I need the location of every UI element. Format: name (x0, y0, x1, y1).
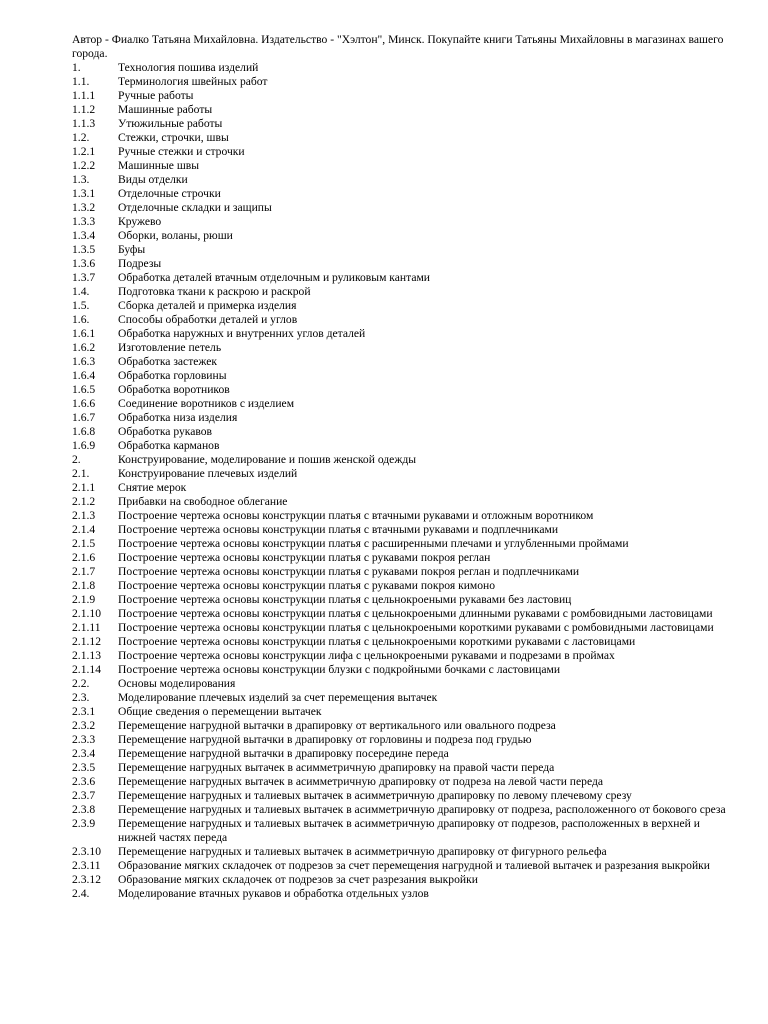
toc-entry (72, 481, 732, 495)
toc-entry-title: Моделирование плечевых изделий за счет перемещения вытачек (118, 691, 438, 704)
toc-entry-number: 2.1.6 (72, 551, 96, 564)
toc-entry-number: 2.1.12 (72, 635, 101, 648)
toc-entry-title: Утюжильные работы (118, 117, 223, 130)
toc-entry-title: Моделирование втачных рукавов и обработка отдельных узлов (118, 887, 429, 900)
toc-entry-title: Подготовка ткани к раскрою и раскрой (118, 285, 311, 298)
toc-entry (72, 775, 732, 789)
toc-entry (72, 467, 732, 481)
toc-entry-number: 2.3.4 (72, 747, 96, 760)
toc-entry-title: Терминология швейных работ (118, 75, 268, 88)
toc-entry-title: Способы обработки деталей и углов (118, 313, 298, 326)
toc-entry (72, 215, 732, 229)
toc-entry (72, 89, 732, 103)
toc-entry-title: Стежки, строчки, швы (118, 131, 229, 144)
toc-entry-title: Перемещение нагрудной вытачки в драпировку посередине переда (118, 747, 449, 760)
toc-entry (72, 103, 732, 117)
toc-entry (72, 453, 732, 467)
toc-entry-title: Прибавки на свободное облегание (118, 495, 288, 508)
toc-entry-title: Обработка горловины (118, 369, 227, 382)
toc-entry-title: Виды отделки (118, 173, 188, 186)
toc-entry-number: 1.1.3 (72, 117, 96, 130)
toc-entry-number: 2.3.12 (72, 873, 101, 886)
toc-entry (72, 593, 732, 607)
toc-entry-title: Перемещение нагрудных вытачек в асимметричную драпировку от подреза на левой части переда (118, 775, 603, 788)
toc-entry (72, 789, 732, 803)
toc-entry-number: 1.6.3 (72, 355, 96, 368)
toc-entry-number: 2.3.10 (72, 845, 101, 858)
toc-entry (72, 117, 732, 131)
toc-entry (72, 411, 732, 425)
toc-entry-title: Построение чертежа основы конструкции платья с цельнокроеными рукавами без ластовиц (118, 593, 572, 606)
toc-entry-number: 1.3.7 (72, 271, 96, 284)
toc-entry-number: 2.3. (72, 691, 90, 704)
toc-entry-number: 2.3.5 (72, 761, 96, 774)
table-of-contents (72, 61, 732, 901)
toc-entry-title: Перемещение нагрудных и талиевых вытачек в асимметричную драпировку по левому плечевому срезу (118, 789, 632, 802)
toc-entry-title: Перемещение нагрудной вытачки в драпировку от горловины и подреза под грудью (118, 733, 532, 746)
toc-entry (72, 425, 732, 439)
toc-entry-title: Общие сведения о перемещении вытачек (118, 705, 322, 718)
toc-entry-title: Снятие мерок (118, 481, 187, 494)
toc-entry-number: 1.3.6 (72, 257, 96, 270)
toc-entry-title: Отделочные строчки (118, 187, 221, 200)
toc-entry-number: 2.3.3 (72, 733, 96, 746)
toc-entry-number: 2.3.8 (72, 803, 96, 816)
toc-entry-number: 1.3.2 (72, 201, 96, 214)
toc-entry (72, 817, 732, 845)
toc-entry-number: 1.2.2 (72, 159, 96, 172)
toc-entry-title: Ручные стежки и строчки (118, 145, 245, 158)
toc-entry (72, 705, 732, 719)
toc-entry-title: Обработка наружных и внутренних углов деталей (118, 327, 366, 340)
toc-entry-number: 1.3. (72, 173, 90, 186)
toc-entry (72, 243, 732, 257)
toc-entry-number: 2.1.7 (72, 565, 96, 578)
toc-entry-number: 2.1.1 (72, 481, 96, 494)
toc-entry-number: 1.6.1 (72, 327, 96, 340)
toc-entry-number: 1.1. (72, 75, 90, 88)
toc-entry-title: Изготовление петель (118, 341, 222, 354)
toc-entry-title: Построение чертежа основы конструкции платья с цельнокроеными короткими рукавами с ластовицами (118, 635, 636, 648)
toc-entry (72, 579, 732, 593)
toc-entry-title: Конструирование плечевых изделий (118, 467, 298, 480)
toc-entry-number: 2.3.7 (72, 789, 96, 802)
toc-entry (72, 691, 732, 705)
toc-entry (72, 61, 732, 75)
toc-entry-number: 1.6.6 (72, 397, 96, 410)
toc-entry-number: 2.4. (72, 887, 90, 900)
toc-entry (72, 313, 732, 327)
toc-entry-title: Обработка воротников (118, 383, 230, 396)
toc-entry (72, 187, 732, 201)
toc-entry-title: Подрезы (118, 257, 162, 270)
toc-entry-title: Образование мягких складочек от подрезов за счет разрезания выкройки (118, 873, 478, 886)
toc-entry (72, 201, 732, 215)
document-page (72, 33, 732, 901)
toc-entry (72, 663, 732, 677)
toc-entry-title: Перемещение нагрудной вытачки в драпировку от вертикального или овального подреза (118, 719, 556, 732)
toc-entry-number: 2.1.14 (72, 663, 101, 676)
toc-entry (72, 397, 732, 411)
toc-entry-title: Построение чертежа основы конструкции платья с расширенными плечами и углубленными проймами (118, 537, 629, 550)
toc-entry (72, 159, 732, 173)
toc-entry (72, 649, 732, 663)
toc-entry-title: Обработка низа изделия (118, 411, 238, 424)
toc-entry-number: 2.3.11 (72, 859, 101, 872)
toc-entry (72, 761, 732, 775)
toc-entry-number: 1.6.5 (72, 383, 96, 396)
toc-entry-number: 1.6. (72, 313, 90, 326)
toc-entry-number: 1.6.2 (72, 341, 96, 354)
toc-entry-title: Построение чертежа основы конструкции платья с втачными рукавами и отложным воротником (118, 509, 594, 522)
toc-entry-title: Обработка застежек (118, 355, 218, 368)
toc-entry-title: Конструирование, моделирование и пошив женской одежды (118, 453, 417, 466)
toc-entry-number: 1.6.4 (72, 369, 96, 382)
toc-entry (72, 621, 732, 635)
toc-entry-title: Построение чертежа основы конструкции платья с цельнокроеными короткими рукавами с ромбовидными ластовицами (118, 621, 714, 634)
toc-entry-title: Построение чертежа основы конструкции платья с цельнокроеными длинными рукавами с ромбовидными ластовицами (118, 607, 713, 620)
toc-entry (72, 145, 732, 159)
toc-entry-title: Перемещение нагрудных вытачек в асимметричную драпировку на правой части переда (118, 761, 555, 774)
toc-entry (72, 285, 732, 299)
toc-entry (72, 327, 732, 341)
toc-entry-number: 2.1. (72, 467, 90, 480)
toc-entry-number: 1.4. (72, 285, 90, 298)
toc-entry (72, 173, 732, 187)
toc-entry-number: 2.1.13 (72, 649, 101, 662)
toc-entry-number: 2.3.2 (72, 719, 96, 732)
toc-entry (72, 803, 732, 817)
toc-entry (72, 341, 732, 355)
toc-entry-title: Соединение воротников с изделием (118, 397, 295, 410)
toc-entry (72, 719, 732, 733)
toc-entry-title: Буфы (118, 243, 146, 256)
toc-entry-number: 1.6.9 (72, 439, 96, 452)
toc-entry-number: 2.1.5 (72, 537, 96, 550)
toc-entry-title: Сборка деталей и примерка изделия (118, 299, 297, 312)
toc-entry-number: 1.3.5 (72, 243, 96, 256)
toc-entry (72, 733, 732, 747)
toc-entry (72, 677, 732, 691)
toc-entry-title: Перемещение нагрудных и талиевых вытачек в асимметричную драпировку от подрезов, расположенных в верхней и нижней частях переда (118, 817, 700, 844)
toc-entry-title: Отделочные складки и защипы (118, 201, 272, 214)
toc-entry (72, 229, 732, 243)
toc-entry-number: 1.5. (72, 299, 90, 312)
toc-entry-title: Машинные работы (118, 103, 213, 116)
toc-entry (72, 859, 732, 873)
toc-entry-number: 2. (72, 453, 81, 466)
toc-entry-number: 2.1.9 (72, 593, 96, 606)
toc-entry-number: 1.3.1 (72, 187, 96, 200)
toc-entry-title: Построение чертежа основы конструкции платья с рукавами покроя реглан и подплечниками (118, 565, 580, 578)
toc-entry-number: 2.1.4 (72, 523, 96, 536)
toc-entry (72, 271, 732, 285)
toc-entry (72, 495, 732, 509)
toc-entry-title: Построение чертежа основы конструкции лифа с цельнокроеными рукавами и подрезами в проймах (118, 649, 615, 662)
toc-entry-title: Построение чертежа основы конструкции блузки с подкройными бочками с ластовицами (118, 663, 561, 676)
toc-entry (72, 887, 732, 901)
toc-entry-title: Образование мягких складочек от подрезов за счет перемещения нагрудной и талиевой вытачек и разрезания выкройки (118, 859, 710, 872)
toc-entry (72, 607, 732, 621)
author-note: Автор - Фиалко Татьяна Михайловна. Издательство - "Хэлтон", Минск. Покупайте книги Татьяны Михайловны в магазинах вашего города. (72, 33, 724, 60)
toc-entry-title: Перемещение нагрудных и талиевых вытачек в асимметричную драпировку от подреза, расположенного от бокового среза (118, 803, 726, 816)
toc-entry (72, 383, 732, 397)
toc-entry-title: Обработка карманов (118, 439, 220, 452)
toc-entry-title: Кружево (118, 215, 162, 228)
toc-entry (72, 635, 732, 649)
toc-entry-number: 1.1.1 (72, 89, 96, 102)
toc-entry-number: 2.2. (72, 677, 90, 690)
toc-entry (72, 439, 732, 453)
toc-entry (72, 551, 732, 565)
toc-entry-number: 1.1.2 (72, 103, 96, 116)
toc-entry (72, 873, 732, 887)
toc-entry (72, 369, 732, 383)
toc-entry (72, 537, 732, 551)
toc-entry (72, 355, 732, 369)
toc-entry-number: 1. (72, 61, 81, 74)
toc-entry-number: 2.1.3 (72, 509, 96, 522)
toc-entry (72, 845, 732, 859)
toc-entry-number: 2.3.9 (72, 817, 96, 830)
toc-entry-number: 2.1.10 (72, 607, 101, 620)
toc-entry-title: Ручные работы (118, 89, 194, 102)
toc-entry-number: 1.3.3 (72, 215, 96, 228)
toc-entry (72, 131, 732, 145)
toc-entry-title: Оборки, воланы, рюши (118, 229, 233, 242)
toc-entry-title: Основы моделирования (118, 677, 236, 690)
toc-entry (72, 747, 732, 761)
toc-entry-title: Построение чертежа основы конструкции платья с рукавами покроя кимоно (118, 579, 496, 592)
toc-entry-number: 1.6.7 (72, 411, 96, 424)
toc-entry (72, 565, 732, 579)
toc-entry-number: 2.1.11 (72, 621, 101, 634)
toc-entry-number: 1.2.1 (72, 145, 96, 158)
toc-entry-number: 2.1.2 (72, 495, 96, 508)
toc-entry-title: Обработка рукавов (118, 425, 213, 438)
toc-entry-title: Машинные швы (118, 159, 200, 172)
toc-entry-number: 1.6.8 (72, 425, 96, 438)
toc-entry-number: 2.1.8 (72, 579, 96, 592)
toc-entry-title: Перемещение нагрудных и талиевых вытачек в асимметричную драпировку от фигурного рельефа (118, 845, 607, 858)
toc-entry (72, 299, 732, 313)
toc-entry (72, 257, 732, 271)
toc-entry-number: 2.3.1 (72, 705, 96, 718)
toc-entry (72, 75, 732, 89)
toc-entry-number: 1.2. (72, 131, 90, 144)
toc-entry-number: 1.3.4 (72, 229, 96, 242)
toc-entry (72, 523, 732, 537)
toc-entry (72, 509, 732, 523)
toc-entry-title: Построение чертежа основы конструкции платья с втачными рукавами и подплечниками (118, 523, 559, 536)
toc-entry-number: 2.3.6 (72, 775, 96, 788)
toc-entry-title: Обработка деталей втачным отделочным и руликовым кантами (118, 271, 431, 284)
toc-entry-title: Технология пошива изделий (118, 61, 259, 74)
toc-entry-title: Построение чертежа основы конструкции платья с рукавами покроя реглан (118, 551, 491, 564)
